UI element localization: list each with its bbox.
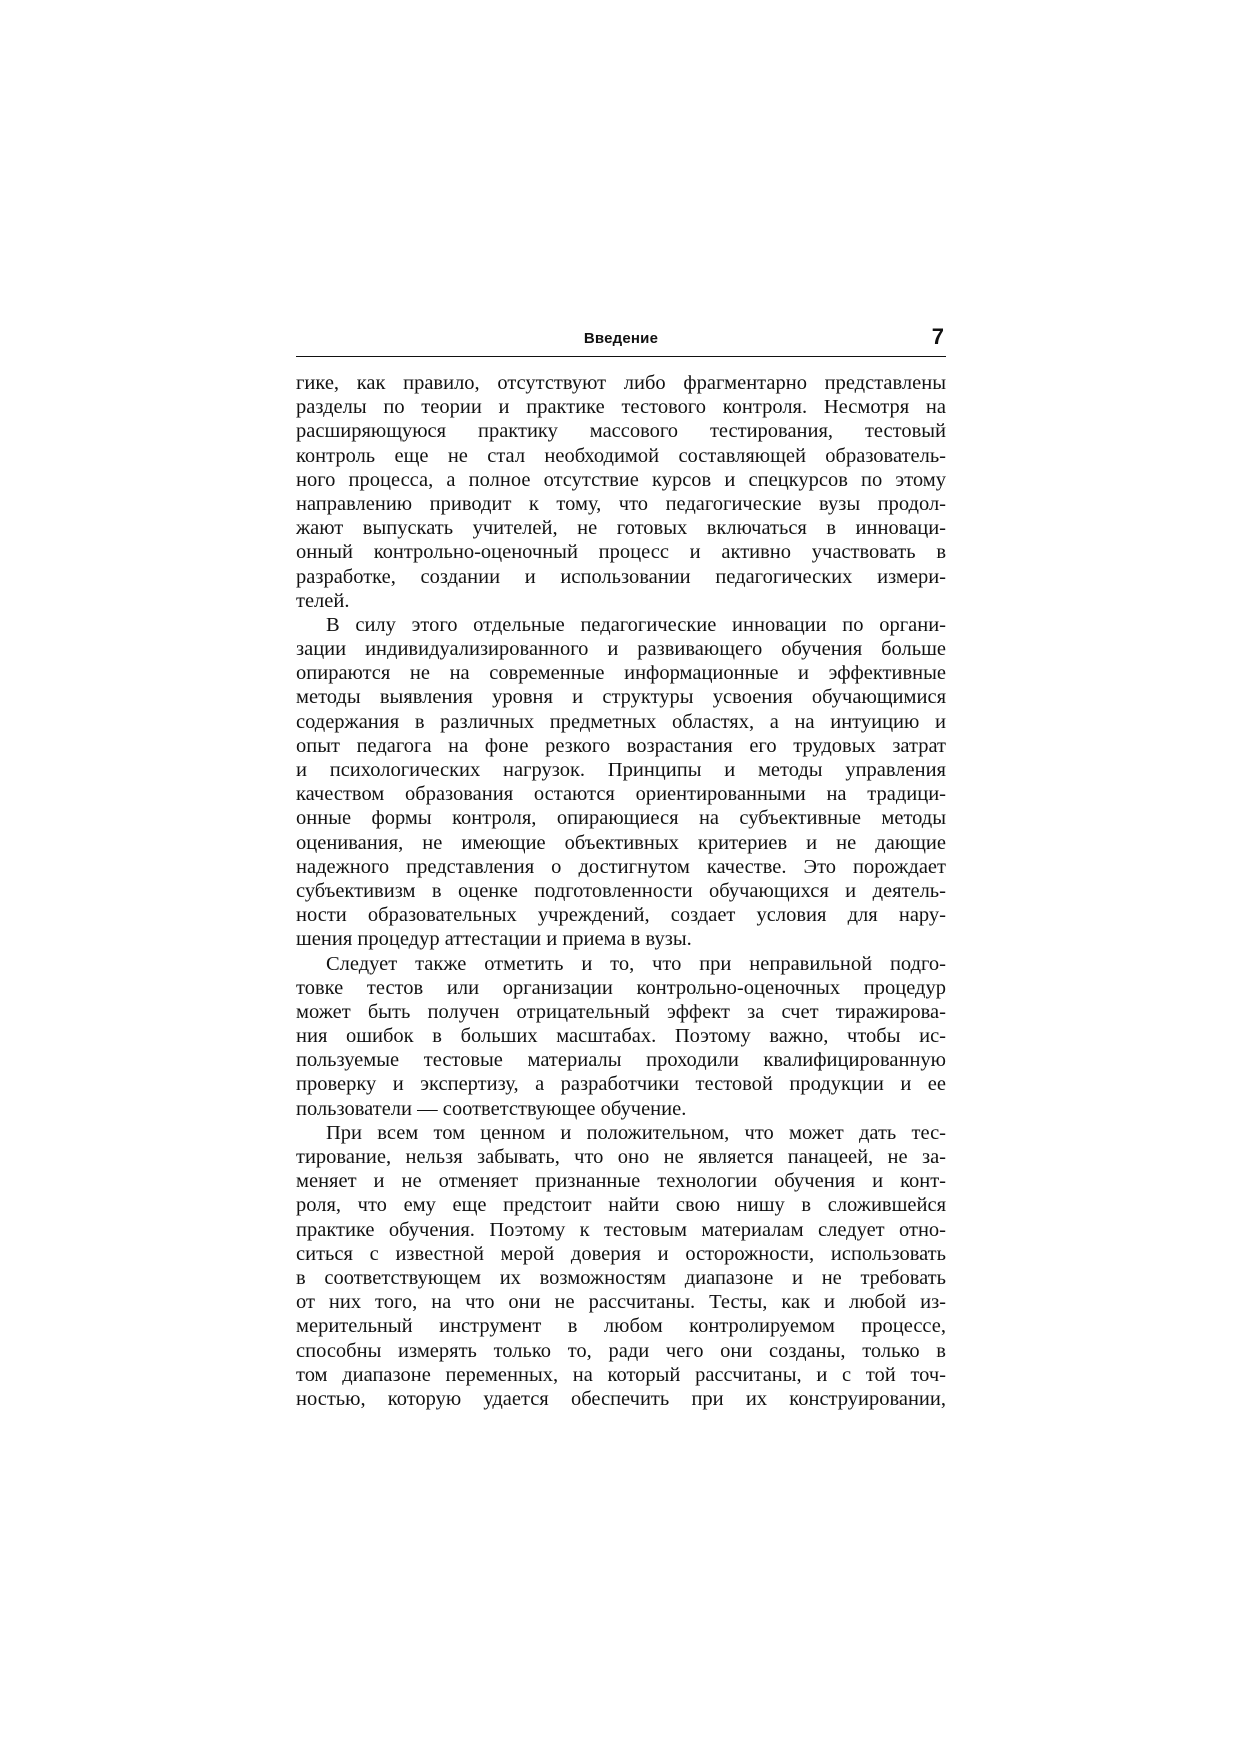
text-line: ного процесса, а полное отсутствие курсов и спецкурсов по этому [296,468,946,491]
text-line: шения процедур аттестации и приема в вузы. [296,928,692,951]
text-line: зации индивидуализированного и развивающего обучения больше [296,638,946,661]
text-line: практике обучения. Поэтому к тестовым материалам следует отно- [296,1218,946,1241]
text-line: способны измерять только то, ради чего они созданы, только в [296,1339,946,1362]
text-line: ности образовательных учреждений, создает условия для нару- [296,904,946,927]
text-line: методы выявления уровня и структуры усвоения обучающимися [296,686,946,709]
text-line: жают выпускать учителей, не готовых включаться в инноваци- [296,517,946,540]
text-line: онные формы контроля, опирающиеся на субъективные методы [296,807,946,830]
text-line: гике, как правило, отсутствуют либо фрагментарно представлены [296,372,946,394]
text-line: разработке, создании и использовании педагогических измери- [296,565,946,588]
paragraph-4 [296,1121,946,1411]
text-line: пользуемые тестовые материалы проходили квалифицированную [296,1049,946,1072]
book-page [296,318,946,1411]
text-line: тирование, нельзя забывать, что оно не является панацеей, не за- [296,1146,946,1168]
text-line: качеством образования остаются ориентированными на традици- [296,783,946,806]
text-line: онный контрольно-оценочный процесс и активно участвовать в [296,541,946,564]
page-number: 7 [931,324,944,349]
text-line: от них того, на что они не рассчитаны. Тесты, как и любой из- [296,1291,946,1314]
paragraph-2 [296,613,946,952]
text-line: оценивания, не имеющие объективных критериев и не дающие [296,831,946,854]
text-line: надежного представления о достигнутом качестве. Это порождает [296,855,946,878]
paragraph-3 [296,952,946,1121]
text-line: ностью, которую удается обеспечить при их конструировании, [296,1387,946,1410]
text-line: разделы по теории и практике тестового контроля. Несмотря на [296,396,946,419]
text-line: опыт педагога на фоне резкого возрастания его трудовых затрат [296,734,946,757]
text-line: роля, что ему еще предстоит найти свою нишу в сложившейся [296,1194,946,1217]
text-line: субъективизм в оценке подготовленности обучающихся и деятель- [296,879,946,902]
text-line: опираются не на современные информационные и эффективные [296,662,946,685]
text-line: направлению приводит к тому, что педагогические вузы продол- [296,492,946,515]
text-line: мерительный инструмент в любом контролируемом процессе, [296,1315,946,1338]
running-header [296,318,946,357]
text-line: проверку и экспертизу, а разработчики тестовой продукции и ее [296,1073,946,1096]
text-line: ситься с известной мерой доверия и осторожности, использовать [296,1242,946,1265]
paragraph-1 [296,371,946,613]
text-line: телей. [296,589,350,612]
text-line: и психологических нагрузок. Принципы и методы управления [296,759,946,781]
text-line: том диапазоне переменных, на который рассчитаны, и с той точ- [296,1363,946,1386]
text-line: может быть получен отрицательный эффект за счет тиражирова- [296,1000,946,1023]
text-line: При всем том ценном и положительном, что может дать тес- [326,1121,946,1144]
text-line: Следует также отметить и то, что при неправильной подго- [326,952,946,975]
body-text [296,357,946,1411]
text-line: пользователи — соответствующее обучение. [296,1097,687,1120]
running-title: Введение [583,330,659,347]
text-line: товке тестов или организации контрольно-оценочных процедур [296,976,946,999]
text-line: ния ошибок в больших масштабах. Поэтому важно, чтобы ис- [296,1025,946,1048]
text-line: меняет и не отменяет признанные технологии обучения и конт- [296,1170,946,1193]
text-line: содержания в различных предметных областях, а на интуицию и [296,710,946,733]
text-line: в соответствующем их возможностям диапазоне и не требовать [296,1266,946,1289]
text-line: расширяющуюся практику массового тестирования, тестовый [296,420,946,443]
text-line: контроль еще не стал необходимой составляющей образователь- [296,444,946,467]
text-line: В силу этого отдельные педагогические инновации по органи- [326,613,946,636]
